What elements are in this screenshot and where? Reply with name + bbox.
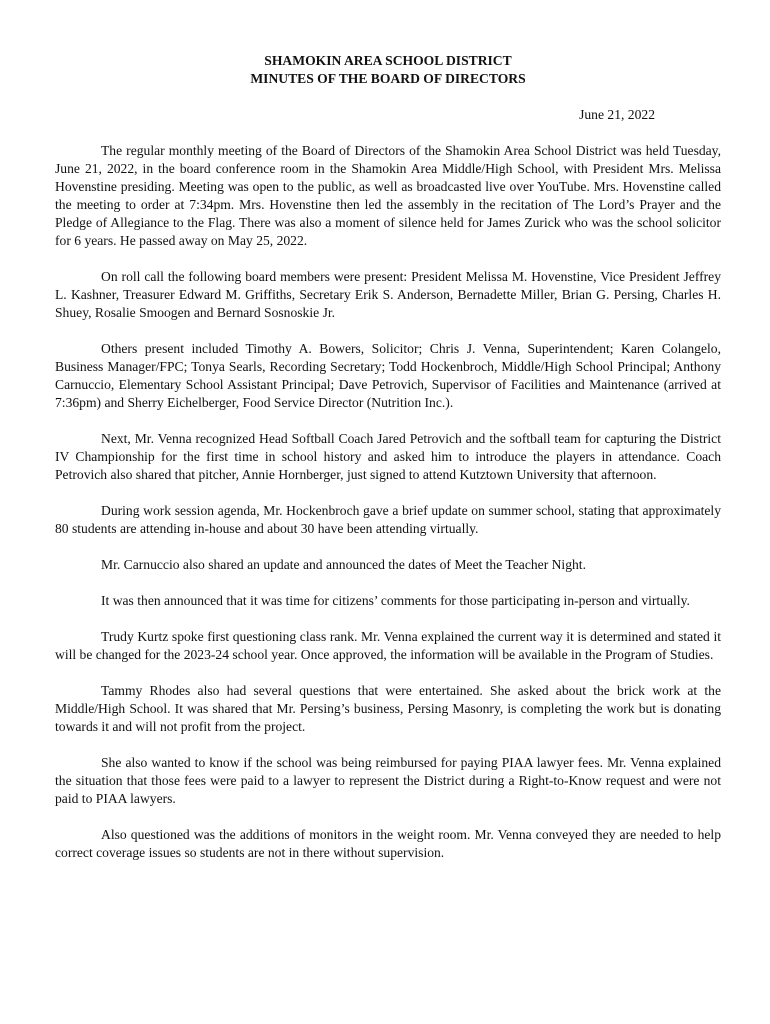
paragraph-meeting-opening: The regular monthly meeting of the Board of Directors of the Shamokin Area School District was held Tuesday, June 21, 2022, in the board conference room in the Shamokin Area Middle/High School, with President Mrs. Melissa Hovenstine presiding. Meeting was open to the public, as well as broadcasted live over YouTube. Mrs. Hovenstine called the meeting to order at 7:34pm. Mrs. Hovenstine then led the assembly in the recitation of The Lord’s Prayer and the Pledge of Allegiance to the Flag. There was also a moment of silence held for James Zurick who was the school solicitor for 6 years. He passed away on May 25, 2022.: [55, 143, 721, 248]
paragraph-piaa-fees: She also wanted to know if the school was being reimbursed for paying PIAA lawyer fees. Mr. Venna explained the situation that those fees were paid to a lawyer to represent the District during a Right-to-Know request and were not paid to PIAA lawyers.: [55, 755, 721, 806]
minutes-page: [55, 52, 721, 862]
paragraph-roll-call: On roll call the following board members were present: President Melissa M. Hovenstine, Vice President Jeffrey L. Kashner, Treasurer Edward M. Griffiths, Secretary Erik S. Anderson, Bernadette Miller, Brian G. Persing, Charles H. Shuey, Rosalie Smoogen and Bernard Sosnoskie Jr.: [55, 269, 721, 320]
meeting-date: June 21, 2022: [579, 107, 655, 122]
paragraph-class-rank: Trudy Kurtz spoke first questioning class rank. Mr. Venna explained the current way it is determined and stated it will be changed for the 2023-24 school year. Once approved, the information will be available in the Program of Studies.: [55, 629, 721, 662]
document-subtitle: MINUTES OF THE BOARD OF DIRECTORS: [250, 71, 526, 86]
district-title: SHAMOKIN AREA SCHOOL DISTRICT: [264, 53, 512, 68]
paragraph-citizens-comments: It was then announced that it was time for citizens’ comments for those participating in-person and virtually.: [101, 593, 690, 608]
paragraph-brick-work: Tammy Rhodes also had several questions that were entertained. She asked about the brick work at the Middle/High School. It was shared that Mr. Persing’s business, Persing Masonry, is completing the work but is donating towards it and will not profit from the project.: [55, 683, 721, 734]
paragraph-meet-teacher: Mr. Carnuccio also shared an update and announced the dates of Meet the Teacher Night.: [101, 557, 586, 572]
paragraph-softball-recognition: Next, Mr. Venna recognized Head Softball Coach Jared Petrovich and the softball team for capturing the District IV Championship for the first time in school history and asked him to introduce the players in attendance. Coach Petrovich also shared that pitcher, Annie Hornberger, just signed to attend Kutztown University that afternoon.: [55, 431, 721, 482]
paragraph-summer-school: During work session agenda, Mr. Hockenbroch gave a brief update on summer school, stating that approximately 80 students are attending in-house and about 30 have been attending virtually.: [55, 503, 721, 536]
paragraph-weight-room-monitors: Also questioned was the additions of monitors in the weight room. Mr. Venna conveyed they are needed to help correct coverage issues so students are not in there without supervision.: [55, 827, 721, 860]
paragraph-others-present: Others present included Timothy A. Bowers, Solicitor; Chris J. Venna, Superintendent; Karen Colangelo, Business Manager/FPC; Tonya Searls, Recording Secretary; Todd Hockenbroch, Middle/High School Principal; Anthony Carnuccio, Elementary School Assistant Principal; Dave Petrovich, Supervisor of Facilities and Maintenance (arrived at 7:36pm) and Sherry Eichelberger, Food Service Director (Nutrition Inc.).: [55, 341, 721, 410]
